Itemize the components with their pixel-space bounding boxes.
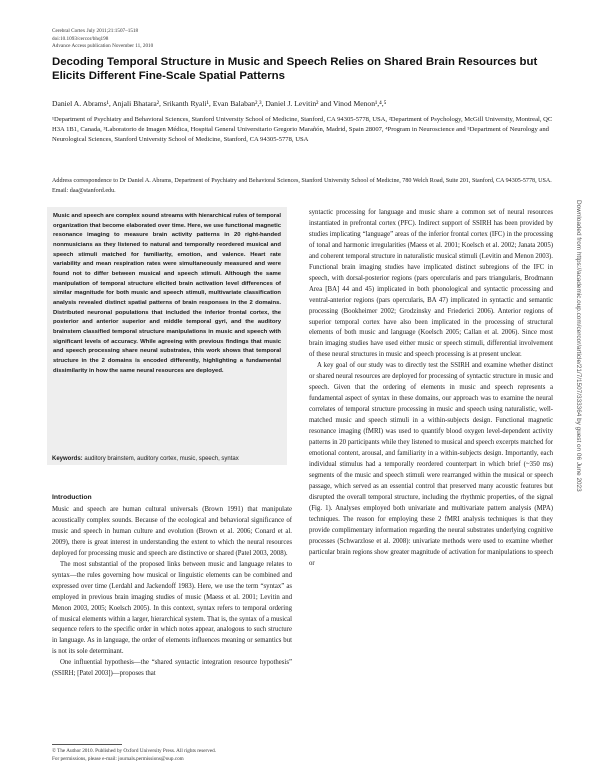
author-list: Daniel A. Abrams¹, Anjali Bhatara², Srikanth Ryali¹, Evan Balaban²,³, Daniel J. Levitin² and Vinod Menon¹,⁴,⁵ xyxy=(52,99,387,108)
keywords-label: Keywords: xyxy=(52,456,83,462)
advance-access-date: Advance Access publication November 11, 2010 xyxy=(52,43,154,49)
paragraph: Music and speech are human cultural universals (Brown 1991) that manipulate acoustically complex sounds. Because of the ecological and behavioral significance of music and speech in human culture and evolution (Brown et al. 2006; Conard et al. 2009), there is great interest in understanding the extent to which the neural resources deployed for processing music and speech are distinctive or shared (Patel 2003, 2008). xyxy=(52,506,292,557)
affiliations: ¹Department of Psychiatry and Behavioral Sciences, Stanford University School of Medicine, Stanford, CA 94305-5778, USA, ²Department of Psychology, McGill University, Montreal, QC H3A 1B1, Canada, ³Laboratorio de Imagen Médica, Hospital General Universitario Gregorio Marañón, Madrid, Spain 28007, ⁴Program in Neuroscience and ⁵Department of Neurology and Neurological Sciences, Stanford University School of Medicine, Stanford, CA 94305-5778, USA xyxy=(52,116,553,144)
paper-title: Decoding Temporal Structure in Music and Speech Relies on Shared Brain Resources but Elicits Different Fine-Scale Spatial Patterns xyxy=(52,56,538,82)
copyright-notice: © The Author 2010. Published by Oxford University Press. All rights reserved. xyxy=(52,748,217,754)
permissions-notice: For permissions, please e-mail: journals.permissions@oup.com xyxy=(52,756,184,762)
footer-divider xyxy=(52,744,122,745)
section-heading-introduction: Introduction xyxy=(52,494,92,501)
text-column-right xyxy=(309,208,553,569)
paragraph: A key goal of our study was to directly test the SSIRH and examine whether distinct or shared neural resources are deployed for processing of syntactic structure in music and speech. Given that the ordering of elements in music and speech represents a fundamental aspect of syntax in these domains, our approach was to examine the neural correlates of temporal structure processing in music and speech using naturalistic, well-matched music and speech stimuli in a within-subjects design. Functional magnetic resonance imaging (fMRI) was used to quantify blood oxygen level-dependent activity patterns in 20 participants while they listened to musical and speech excerpts matched for emotional content, arousal, and familiarity in a within-subjects design. Importantly, each individual stimulus had a temporally reordered counterpart in which brief (~350 ms) segments of the music and speech stimuli were rearranged within the musical or speech passage, which served as an essential control that preserved many acoustic features but disrupted the overall temporal structure, including the rhythmic properties, of the signal (Fig. 1). Analyses employed both univariate and multivariate pattern analysis (MPA) techniques. The reason for employing these 2 fMRI analysis techniques is that they provide complimentary information regarding the neural substrates underlying cognitive processes (Schwarzlose et al. 2008): univariate methods were used to examine whether particular brain regions show greater magnitude of activation for manipulations to speech or xyxy=(309,362,553,567)
journal-citation: Cerebral Cortex July 2011;21:1507–1518 xyxy=(52,28,139,34)
doi[interactable]: doi:10.1093/cercor/bhq198 xyxy=(52,35,109,42)
paragraph: The most substantial of the proposed links between music and language relates to syntax—the rules governing how musical or linguistic elements can be combined and expressed over time (Lerdahl and Jackendoff 1983). Here, we use the term “syntax” as employed in previous brain imaging studies of music (Maess et al. 2001; Levitin and Menon 2003, 2005; Koelsch 2005). In this context, syntax refers to temporal ordering of musical elements within a larger, hierarchical system. That is, the syntax of a musical sequence refers to the specific order in which notes appear, analogous to such structure in language. As in language, the order of elements influences meaning or semantics but is not its sole determinant. xyxy=(52,560,292,656)
paragraph: One influential hypothesis—the “shared syntactic integration resource hypothesis” (SSIRH; [Patel 2003])—proposes that xyxy=(52,659,292,678)
abstract-box: Music and speech are complex sound streams with hierarchical rules of temporal organization that become elaborated over time. Here, we use functional magnetic resonance imaging to measure brain activity patterns in 20 right-handed nonmusicians as they listened to natural and temporally reordered musical and speech stimuli matched for familiarity, emotion, and valence. Heart rate variability and mean respiration rates were simultaneously measured and were found not to differ between musical and speech stimuli. Although the same manipulation of temporal structure elicited brain activation level differences of similar magnitude for both music and speech stimuli, multivariate classification analysis revealed distinct spatial patterns of brain responses in the 2 domains. Distributed neuronal populations that included the inferior frontal cortex, the posterior and anterior superior and middle temporal gyri, and the auditory brainstem classified temporal structure manipulations in music and speech with significant levels of accuracy. While agreeing with previous findings that music and speech processing share neural substrates, this work shows that temporal structure in the 2 domains is encoded differently, highlighting a fundamental dissimilarity in how the same neural resources are deployed. xyxy=(47,207,287,465)
keywords xyxy=(52,456,292,462)
text-column-left xyxy=(52,505,292,680)
download-watermark-text: Downloaded from https://academic.oup.com/cercor/article/21/7/1507/333364 by guest on 06 June 2023 xyxy=(575,200,582,492)
download-watermark xyxy=(572,200,582,560)
correspondence-address: Address correspondence to Dr Daniel A. Abrams, Department of Psychiatry and Behavioral Sciences, Stanford University School of Medicine, 780 Welch Road, Suite 201, Stanford, CA 94305-5778, USA. Email: daa@stanford.edu. xyxy=(52,178,552,194)
paragraph: syntactic processing for language and music share a common set of neural resources instantiated in prefrontal cortex (PFC). Indirect support of SSIRH has been provided by studies implicating “language” areas of the inferior frontal cortex (IFC) in the processing of tonal and harmonic irregularities (Maess et al. 2001; Koelsch et al. 2002; Janata 2005) and coherent temporal structure in naturalistic musical stimuli (Levitin and Menon 2003). Functional brain imaging studies have implicated distinct subregions of the IFC in speech, with dorsal-posterior regions (pars opercularis and pars triangularis, Brodmann Area [BA] 44 and 45) implicated in both phonological and syntactic processing and ventral-anterior regions (pars opercularis, BA 47) implicated in syntactic and semantic processing (Bookheimer 2002; Grodzinsky and Friederici 2006). Anterior regions of superior temporal cortex have also been implicated in the processing of structural elements of both music and language (Koelsch 2005; Callan et al. 2006). Since most brain imaging studies have used either music or speech stimuli, differential involvement of these neural structures in music and speech processing is at present unclear. xyxy=(309,209,553,359)
keywords-text: auditory brainstem, auditory cortex, music, speech, syntax xyxy=(84,456,239,462)
